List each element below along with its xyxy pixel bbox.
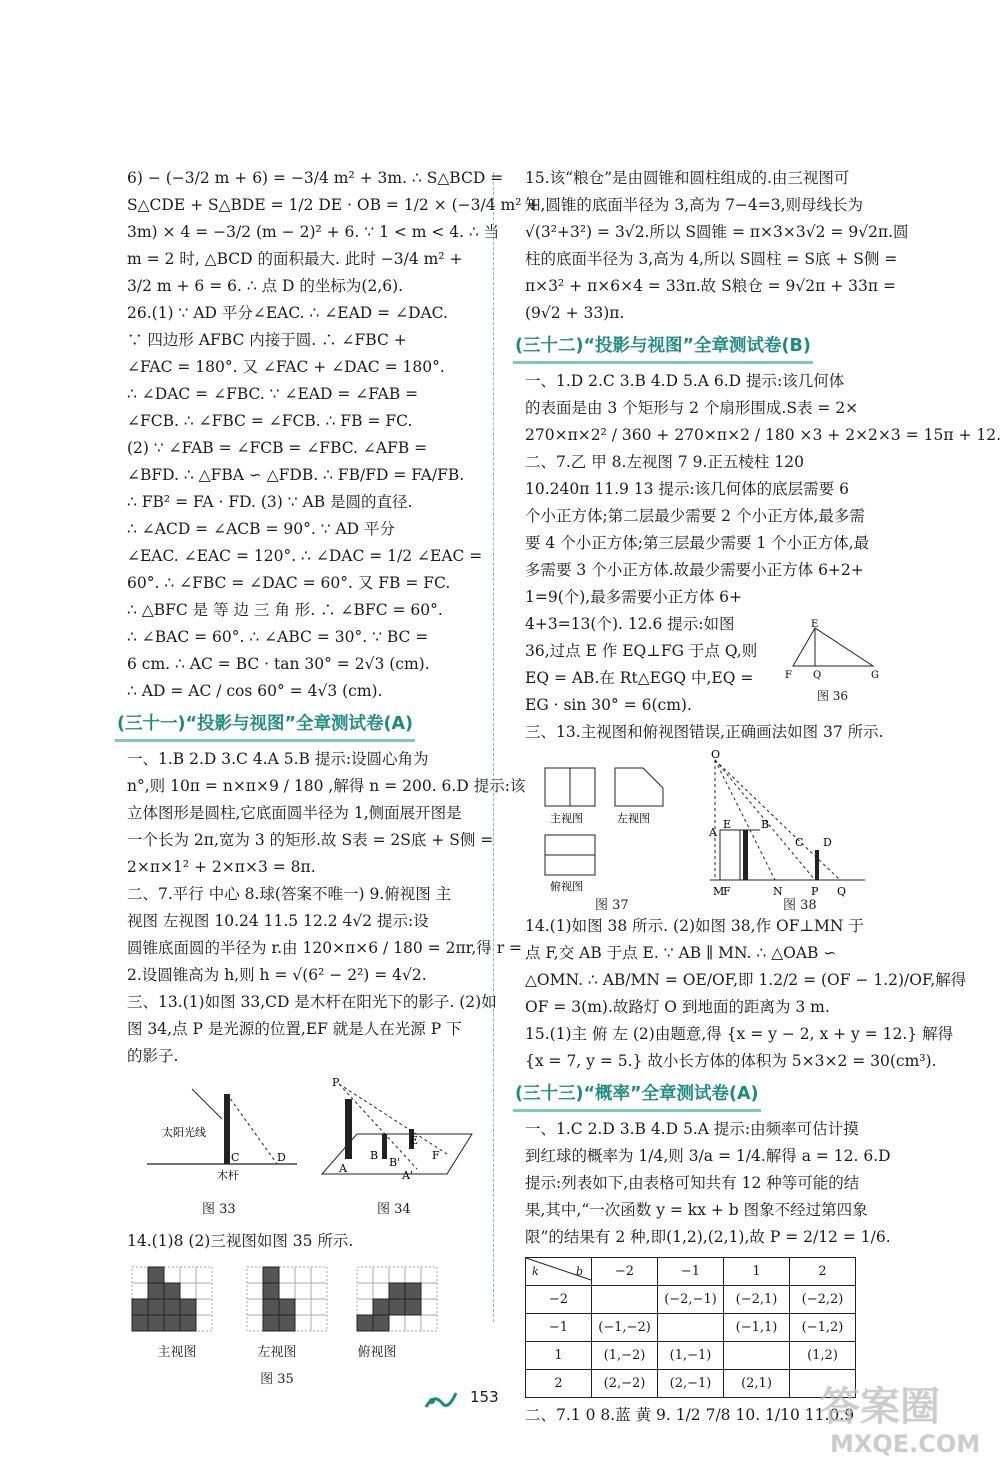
text-line: ∴ ∠ACD = ∠ACB = 90°. ∵ AD 平分 (127, 520, 396, 538)
text-line: ∵ 四边形 AFBC 内接于圆. ∴ ∠FBC + (127, 331, 407, 349)
text-line: ∠EAC. ∠EAC = 120°. ∴ ∠DAC = 1/2 ∠EAC = (127, 547, 483, 565)
svg-text:N: N (773, 885, 783, 898)
text-line: 立体图形是圆柱,它底面圆半径为 1,侧面展开图是 (127, 804, 462, 822)
text-line: 二、7.乙 甲 8.左视图 7 9.正五棱柱 120 (525, 453, 804, 471)
svg-text:G: G (871, 670, 879, 681)
watermark-url: MXQE.COM (830, 1430, 981, 1458)
table-cell: (−2,1) (724, 1286, 790, 1314)
svg-text:E: E (723, 818, 732, 831)
page-number: 153 (470, 1388, 499, 1406)
text-line: 一、1.B 2.D 3.C 4.A 5.B 提示:设圆心角为 (127, 750, 429, 768)
text-line: ∴ △BFC 是 等 边 三 角 形. ∴ ∠BFC = 60°. (127, 601, 443, 619)
figure-33-34-drawing (127, 1074, 477, 1199)
text-line: S△CDE + S△BDE = 1/2 DE · OB = 1/2 × (−3/4 m² + (127, 196, 540, 214)
solution-31 (127, 746, 526, 1070)
text-line: 三、13.(1)如图 33,CD 是木杆在阳光下的影子. (2)如 (127, 993, 497, 1011)
table-cell: −2 (526, 1286, 592, 1314)
text-line: ∠FAC = 180°. 又 ∠FAC + ∠DAC = 180°. (127, 358, 445, 376)
text-line: ∴ FB² = FA · FD. (3) ∵ AB 是圆的直径. (127, 493, 413, 511)
svg-text:F: F (785, 670, 792, 681)
solution-32 (525, 368, 1001, 746)
text-line: 36,过点 E 作 EQ⊥FG 于点 Q,则 (525, 642, 758, 660)
text-line: 270×π×2² / 360 + 270×π×2 / 180 ×3 + 2×2×3 = 15π + 12. (525, 426, 1001, 444)
table-cell: (−1,−2) (592, 1314, 658, 1342)
three-view-grids (127, 1259, 477, 1339)
solution-33-part2: 二、7.1 0 8.蓝 黄 9. 1/2 7/8 10. 1/10 11.0.9 (525, 1406, 855, 1424)
svg-text:主视图: 主视图 (550, 812, 583, 825)
svg-text:M: M (713, 885, 725, 898)
text-line: 一、1.C 2.D 3.B 4.D 5.A 提示:由频率可估计摸 (525, 1120, 859, 1138)
svg-text:E: E (811, 619, 819, 630)
watermark: 答案圈 (820, 1384, 940, 1430)
table-row (526, 1342, 856, 1370)
text-line: ∴ AD = AC / cos 60° = 4√3 (cm). (127, 682, 383, 700)
text-line: 26.(1) ∵ AD 平分∠EAC. ∴ ∠EAD = ∠DAC. (127, 304, 448, 322)
solution-15 (525, 165, 909, 327)
table-cell: (2,−2) (592, 1370, 658, 1398)
table-cell (724, 1342, 790, 1370)
text-line: 6) − (−3/2 m + 6) = −3/4 m² + 3m. ∴ S△BCD = (127, 169, 504, 187)
table-corner: b k (526, 1258, 592, 1286)
solution-14-15 (525, 913, 967, 1075)
text-line: EG · sin 30° = 6(cm). (525, 696, 692, 714)
table-cell: (−2,2) (790, 1286, 856, 1314)
svg-text:B: B (761, 818, 770, 831)
text-line: 3m) × 4 = −3/2 (m − 2)² + 6. ∵ 1 < m < 4. ∴ 当 (127, 223, 500, 241)
svg-text:D: D (277, 1151, 286, 1164)
section-title-32: (三十二)“投影与视图”全章测试卷(B) (513, 331, 813, 364)
figure-33-34: 太阳光线 C D 木杆 P A B B' A' E F 图 33 图 34 (127, 1074, 477, 1224)
text-line: 到红球的概率为 1/4,则 3/a = 1/4.解得 a = 12. 6.D (525, 1147, 891, 1165)
table-cell: 1 (526, 1342, 592, 1370)
table-cell (592, 1286, 658, 1314)
svg-text:Q: Q (837, 885, 847, 898)
figure-37-drawing (525, 750, 880, 900)
text-line: (2) ∵ ∠FAB = ∠FCB = ∠FBC. ∠AFB = (127, 439, 428, 457)
table-cell: (1,−1) (658, 1342, 724, 1370)
text-line: 一个长为 2π,宽为 3 的矩形.故 S表 = 2S底 + S侧 = (127, 831, 494, 849)
probability-table (525, 1257, 856, 1398)
text-line: 多需要 3 个小正方体.故最少需要小正方体 6+2+ (525, 561, 864, 579)
text-line: 圆锥底面圆的半径为 r.由 120×π×6 / 180 = 2πr,得 r = (127, 939, 523, 957)
text-line: 点 F,交 AB 于点 E. ∵ AB ∥ MN. ∴ △OAB ∽ (525, 944, 837, 962)
table-cell: (1,2) (790, 1342, 856, 1370)
svg-text:B': B' (389, 1156, 401, 1169)
table-cell (658, 1314, 724, 1342)
text-line: 3/2 m + 6 = 6. ∴ 点 D 的坐标为(2,6). (127, 277, 404, 295)
solution-25-26 (127, 165, 540, 705)
publisher-logo-icon (422, 1385, 462, 1415)
table-row (526, 1314, 856, 1342)
text-line: (9√2 + 33)π. (525, 304, 625, 322)
svg-text:P: P (332, 1076, 340, 1089)
text-line: n°,则 10π = n×π×9 / 180 ,解得 n = 200. 6.D 提示:该 (127, 777, 526, 795)
text-line: △OMN. ∴ AB/MN = OE/OF,即 1.2/2 = (OF − 1.2)/OF,解得 (525, 971, 967, 989)
text-line: 的影子. (127, 1047, 179, 1065)
svg-text:A: A (339, 1162, 347, 1175)
table-header: −2 (592, 1258, 658, 1286)
svg-text:F: F (432, 1149, 440, 1162)
column-divider (493, 172, 494, 1322)
text-line: 果,其中,“一次函数 y = kx + b 图象不经过第四象 (525, 1201, 868, 1219)
table-row (526, 1286, 856, 1314)
svg-text:A': A' (402, 1169, 413, 1182)
text-line: 2×π×1² + 2×π×3 = 8π. (127, 858, 316, 876)
table-row (526, 1370, 856, 1398)
text-line: {x = 7, y = 5.} 故小长方体的体积为 5×3×2 = 30(cm³). (525, 1052, 937, 1070)
text-line: ∴ ∠DAC = ∠FBC. ∵ ∠EAD = ∠FAB = (127, 385, 419, 403)
text-line: ∠BFD. ∴ △FBA ∽ △FDB. ∴ FB/FD = FA/FB. (127, 466, 465, 484)
table-cell: −1 (526, 1314, 592, 1342)
text-line: 限”的结果有 2 种,即(1,2),(2,1),故 P = 2/12 = 1/6. (525, 1228, 891, 1246)
table-cell: (2,−1) (658, 1370, 724, 1398)
text-line: π×3² + π×6×4 = 33π.故 S粮仓 = 9√2π + 33π = (525, 277, 896, 295)
text-line: 要 4 个小正方体;第三层最少需要 1 个小正方体,最 (525, 534, 870, 552)
text-line: 个小正方体;第二层最少需要 2 个小正方体,最多需 (525, 507, 865, 525)
svg-text:C: C (231, 1151, 240, 1164)
svg-text:D: D (823, 836, 832, 849)
table-cell: (2,1) (724, 1370, 790, 1398)
text-line: 知,圆锥的底面半径为 3,高为 7−4=3,则母线长为 (525, 196, 864, 214)
text-line: 60°. ∴ ∠FBC = ∠DAC = 60°. 又 FB = FC. (127, 574, 451, 592)
q14-text: 14.(1)8 (2)三视图如图 35 所示. (127, 1232, 354, 1250)
svg-text:A: A (709, 826, 717, 839)
text-line: m = 2 时, △BCD 的面积最大. 此时 −3/4 m² + (127, 250, 463, 268)
table-header: 1 (724, 1258, 790, 1286)
svg-text:P: P (811, 885, 819, 898)
svg-text:C: C (795, 836, 804, 849)
svg-text:O: O (711, 748, 721, 761)
svg-text:Q: Q (813, 670, 822, 681)
text-line: 6 cm. ∴ AC = BC · tan 30° = 2√3 (cm). (127, 655, 430, 673)
text-line: 的表面是由 3 个矩形与 2 个扇形围成.S表 = 2× (525, 399, 859, 417)
text-line: 视图 左视图 10.24 11.5 12.2 4√2 提示:设 (127, 912, 429, 930)
text-line: 14.(1)如图 38 所示. (2)如图 38,作 OF⊥MN 于 (525, 917, 864, 935)
figure-35: 主视图 左视图 俯视图 图 35 (127, 1259, 477, 1379)
section-title-31: (三十一)“投影与视图”全章测试卷(A) (115, 709, 415, 742)
svg-text:木杆: 木杆 (217, 1169, 239, 1182)
text-line: 15.(1)主 俯 左 (2)由题意,得 {x = y − 2, x + y = 12.} 解得 (525, 1025, 954, 1043)
text-line: 提示:列表如下,由表格可知共有 12 种等可能的结 (525, 1174, 860, 1192)
sun-label: 太阳光线 (162, 1126, 206, 1139)
table-cell: (−1,1) (724, 1314, 790, 1342)
table-cell: 2 (526, 1370, 592, 1398)
text-line: OF = 3(m).故路灯 O 到地面的距离为 3 m. (525, 998, 830, 1016)
table-cell: (−2,−1) (658, 1286, 724, 1314)
table-header: 2 (790, 1258, 856, 1286)
text-line: √(3²+3²) = 3√2.所以 S圆锥 = π×3×3√2 = 9√2π.圆 (525, 223, 909, 241)
figure-37: 主视图 左视图 俯视图 O A E B C D M F N P Q 图 37 图 38 (525, 750, 880, 905)
figure-36: E F Q G 图 36 (785, 619, 879, 703)
left-column (117, 165, 540, 1387)
text-line: 二、7.平行 中心 8.球(答案不唯一) 9.俯视图 主 (127, 885, 452, 903)
text-line: 10.240π 11.9 13 提示:该几何体的底层需要 6 (525, 480, 849, 498)
text-line: 4+3=13(个). 12.6 提示:如图 (525, 615, 735, 633)
text-line: EQ = AB.在 Rt△EGQ 中,EQ = (525, 669, 754, 687)
svg-text:E: E (410, 1134, 419, 1147)
text-line: 一、1.D 2.C 3.B 4.D 5.A 6.D 提示:该几何体 (525, 372, 845, 390)
table-cell: (−1,2) (790, 1314, 856, 1342)
text-line: 2.设圆锥高为 h,则 h = √(6² − 2²) = 4√2. (127, 966, 427, 984)
text-line: 三、13.主视图和俯视图错误,正确画法如图 37 所示. (525, 723, 884, 741)
svg-text:俯视图: 俯视图 (550, 880, 583, 893)
solution-33 (525, 1116, 891, 1251)
text-line: ∴ ∠BAC = 60°. ∴ ∠ABC = 30°. ∵ BC = (127, 628, 429, 646)
svg-text:F: F (723, 885, 731, 898)
svg-text:左视图: 左视图 (617, 812, 650, 825)
section-title-33: (三十三)“概率”全章测试卷(A) (513, 1079, 761, 1112)
table-cell: (1,−2) (592, 1342, 658, 1370)
text-line: 1=9(个),最多需要小正方体 6+ (525, 588, 743, 606)
svg-text:B: B (370, 1149, 379, 1162)
text-line: 图 34,点 P 是光源的位置,EF 就是人在光源 P 下 (127, 1020, 462, 1038)
text-line: ∠FCB. ∴ ∠FBC = ∠FCB. ∴ FB = FC. (127, 412, 413, 430)
text-line: 15.该“粮仓”是由圆锥和圆柱组成的.由三视图可 (525, 169, 850, 187)
table-header: −1 (658, 1258, 724, 1286)
text-line: 柱的底面半径为 3,高为 4,所以 S圆柱 = S底 + S侧 = (525, 250, 898, 268)
